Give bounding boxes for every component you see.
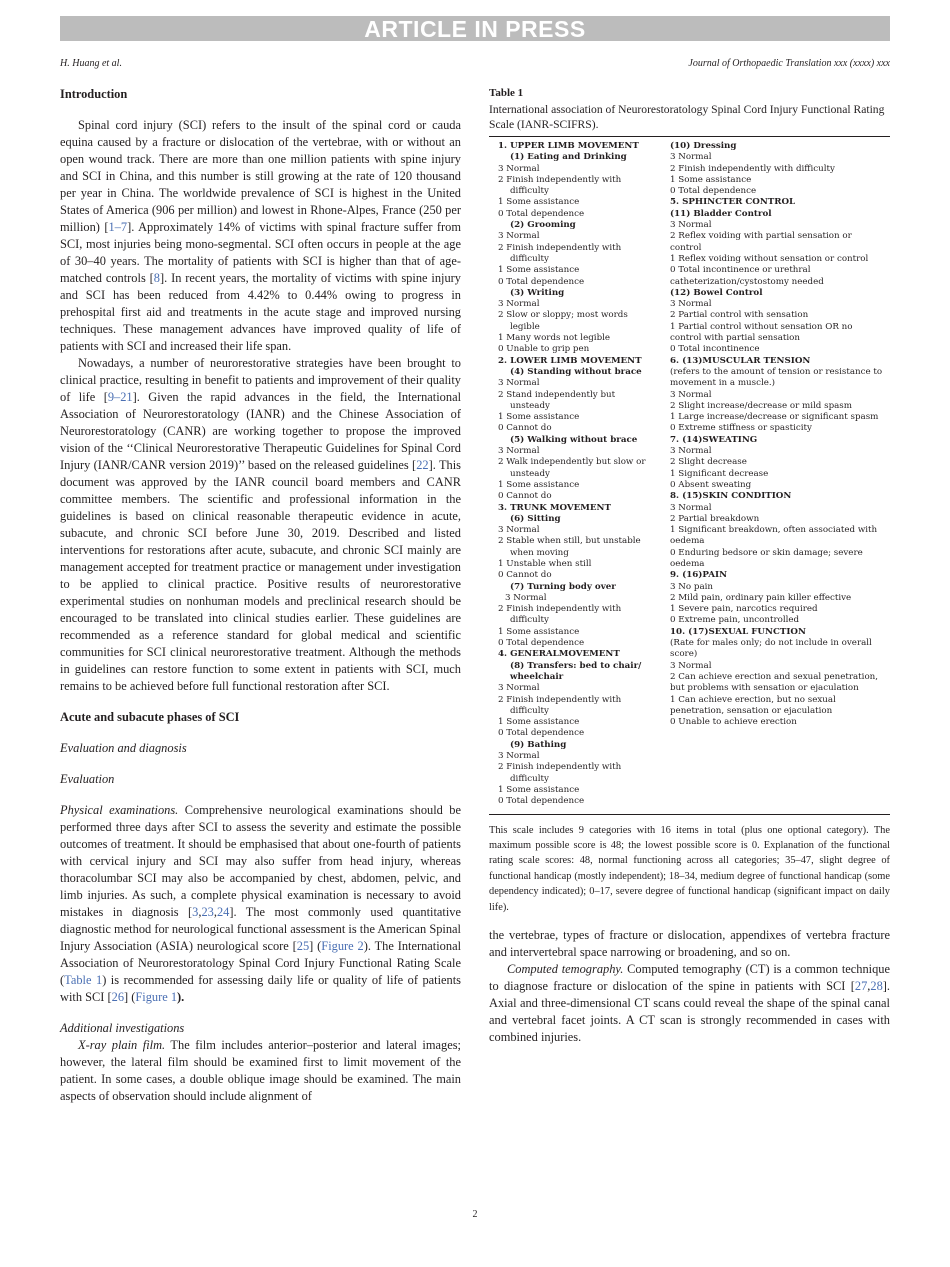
- xray-paragraph: X-ray plain film. The film includes anterior–posterior and lateral images; however, the lateral film should be examined first to limit movement of the patient. In some cases, a double oblique image should be examined. The main aspects of observation should include alignment of: [60, 1038, 461, 1103]
- table-row: penetration, sensation or ejaculation: [670, 705, 833, 716]
- table-row: 2 Partial control with sensation: [670, 310, 809, 321]
- citation-link[interactable]: 27: [854, 978, 868, 993]
- table-row: 3 Normal: [670, 389, 712, 400]
- table-row: 3 Normal: [670, 220, 712, 231]
- table-row: 3. TRUNK MOVEMENT: [498, 502, 611, 513]
- table-row: oedema: [670, 536, 705, 547]
- table-row: 0 Cannot do: [498, 491, 552, 502]
- table-row: (2) Grooming: [510, 220, 576, 231]
- table-row: but problems with sensation or ejaculation: [670, 683, 859, 694]
- table-row: 7. (14)SWEATING: [670, 434, 758, 445]
- citation-link[interactable]: 23: [201, 905, 214, 919]
- table-row: 8. (15)SKIN CONDITION: [670, 491, 792, 502]
- table-row: unsteady: [510, 400, 550, 411]
- table-row: difficulty: [510, 705, 549, 716]
- table-row: 1 Significant breakdown, often associated with: [670, 525, 878, 536]
- running-head-authors: H. Huang et al.: [60, 58, 122, 69]
- table-row: 2 Finish independently with difficulty: [670, 163, 835, 174]
- table-row: 1 Some assistance: [670, 174, 752, 185]
- table-row: 1 Many words not legible: [498, 333, 611, 344]
- ct-paragraph: Computed temography. Computed temography (CT) is a common technique to diagnose fracture or dislocation of the spine in patients with SCI [27,28]. Axial and three-dimensional CT scans could reveal the shape of the spinal canal and vertebral facet joints. A CT scan is strongly recommended in cases with combined injuries.: [489, 961, 890, 1044]
- table-row: (8) Transfers: bed to chair/: [510, 660, 642, 671]
- table-row: 3 Normal: [498, 299, 540, 310]
- introduction-heading: Introduction: [60, 87, 128, 101]
- table-row: (6) Sitting: [510, 513, 561, 524]
- table-row: 3 Normal: [670, 446, 712, 457]
- table-row: 4. GENERALMOVEMENT: [498, 649, 620, 660]
- table-row: 2 Partial breakdown: [670, 513, 760, 524]
- table-row: 3 Normal: [670, 660, 712, 671]
- table-row: (7) Turning body over: [510, 581, 616, 592]
- citation-link[interactable]: 24: [216, 905, 230, 919]
- table-row: 3 Normal: [498, 163, 540, 174]
- table-row: 1 Partial control without sensation OR no: [670, 321, 853, 332]
- table-row: 0 Total incontinence: [670, 344, 760, 355]
- continued-paragraph: the vertebrae, types of fracture or dislocation, appendixes of vertebra fracture and intervertebral space narrowing or broadening, and so on.: [489, 927, 890, 959]
- table-row: difficulty: [510, 773, 549, 784]
- citation-link[interactable]: 25: [296, 939, 310, 953]
- table-row: when moving: [510, 547, 569, 558]
- table-row: (9) Bathing: [510, 739, 567, 750]
- table-bottom-rule: [489, 814, 890, 815]
- table-row: 2 Finish independently with: [498, 604, 622, 615]
- table-row: oedema: [670, 558, 705, 569]
- table-row: 5. SPHINCTER CONTROL: [670, 197, 796, 208]
- table-column-right: [670, 141, 890, 808]
- table-row: 1 Some assistance: [498, 265, 580, 276]
- table-row: 9. (16)PAIN: [670, 570, 728, 581]
- table-row: 0 Extreme pain, uncontrolled: [670, 615, 800, 626]
- table-label: Table 1: [489, 87, 524, 99]
- citation-link[interactable]: 9–21: [107, 390, 133, 404]
- table-row: 0 Cannot do: [498, 423, 552, 434]
- table-row: 2 Walk independently but slow or: [498, 457, 646, 468]
- table-row: 0 Total dependence: [670, 186, 757, 197]
- table-row: 0 Total dependence: [498, 276, 585, 287]
- table-row: 3 No pain: [670, 581, 713, 592]
- table-row: 2 Mild pain, ordinary pain killer effective: [670, 592, 852, 603]
- acute-subacute-heading: Acute and subacute phases of SCI: [60, 710, 240, 724]
- table-row: (refers to the amount of tension or resistance to: [670, 366, 883, 377]
- table-row: 1 Unstable when still: [498, 558, 592, 569]
- table-row: 0 Total dependence: [498, 796, 585, 807]
- table-row: 2 Can achieve erection and sexual penetration,: [670, 671, 879, 682]
- table-row: 3 Normal: [670, 299, 712, 310]
- table-footnote: This scale includes 9 categories with 16 items in total (plus one optional category). The maximum possible score is 48; the lowest possible score is 0. Explanation of the functional rating scale scores: 48, normal functioning across all categories; 35–47, slight degree of functional handicap (mostly independent); 18–34, medium degree of functional handicap (some dependency indicated); 0–17, severe degree of functional handicap (significant impact on daily life).: [489, 824, 890, 913]
- table-row: legible: [510, 321, 540, 332]
- table-row: 0 Absent sweating: [670, 479, 752, 490]
- table-row: 6. (13)MUSCULAR TENSION: [670, 355, 811, 366]
- table-row: 1 Some assistance: [498, 784, 580, 795]
- citation-link[interactable]: 26: [111, 990, 125, 1004]
- citation-link[interactable]: 22: [416, 458, 429, 472]
- table-row: 1 Reflex voiding without sensation or control: [670, 253, 869, 264]
- table-row: control with partial sensation: [670, 333, 800, 344]
- table-row: (Rate for males only; do not include in overall: [670, 638, 872, 649]
- table-row: 0 Total incontinence or urethral: [670, 265, 811, 276]
- table-row: 1 Significant decrease: [670, 468, 769, 479]
- table-row: wheelchair: [510, 671, 564, 682]
- table-row: 1 Large increase/decrease or significant spasm: [670, 412, 879, 423]
- table-row: 2 Slight increase/decrease or mild spasm: [670, 400, 853, 411]
- table-row: 1 Some assistance: [498, 626, 580, 637]
- table-row: (5) Walking without brace: [510, 434, 638, 445]
- table-row: 0 Unable to grip pen: [498, 344, 590, 355]
- left-column: [60, 86, 461, 1105]
- table-row: 10. (17)SEXUAL FUNCTION: [670, 626, 806, 637]
- table-row: 3 Normal: [505, 592, 547, 603]
- table-row: 3 Normal: [498, 378, 540, 389]
- table-row: 3 Normal: [498, 751, 540, 762]
- table-row: 3 Normal: [670, 152, 712, 163]
- table-row: (3) Writing: [510, 287, 565, 298]
- evaluation-diagnosis-subheading: Evaluation and diagnosis: [60, 741, 187, 755]
- table-row: 1. UPPER LIMB MOVEMENT: [498, 141, 639, 151]
- table-row: difficulty: [510, 186, 549, 197]
- table-row: 0 Unable to achieve erection: [670, 717, 797, 728]
- table-row: 3 Normal: [498, 525, 540, 536]
- table-row: 2 Finish independently with: [498, 242, 622, 253]
- table-row: 3 Normal: [498, 446, 540, 457]
- table-row: 0 Total dependence: [498, 208, 585, 219]
- right-column: [489, 86, 890, 1046]
- table-row: 2 Finish independently with: [498, 174, 622, 185]
- table-row: 1 Severe pain, narcotics required: [670, 604, 818, 615]
- additional-investigations-subheading: Additional investigations: [60, 1021, 185, 1035]
- table-row: 0 Cannot do: [498, 570, 552, 581]
- citation-link[interactable]: 1–7: [108, 220, 128, 234]
- table-row: 2 Stable when still, but unstable: [498, 536, 641, 547]
- table-link[interactable]: Table 1: [64, 973, 103, 987]
- table-row: unsteady: [510, 468, 550, 479]
- table-row: 0 Enduring bedsore or skin damage; severe: [670, 547, 863, 558]
- table-row: 2 Reflex voiding with partial sensation or: [670, 231, 852, 242]
- table-row: 0 Total dependence: [498, 728, 585, 739]
- table-row: 2 Finish independently with: [498, 694, 622, 705]
- intro-paragraph-1: Spinal cord injury (SCI) refers to the insult of the spinal cord or cauda equina caused by a fracture or dislocation of the vertebrae, with or without an open wound track. There are more than one million patients with spine injury and SCI in China, and this number is still growing at the rate of 120 thousand per year in China. The worldwide prevalence of SCI is highest in the United States of America (906 per million) and lowest in Rhone-Alpes, France (250 per million) [1–7]. Approximately 14% of victims with spinal fracture suffer from SCI, most injuries being mono-segmental. SCI often occurs in people at the age of 30–40 years. The mortality of patients with SCI is higher than that of age-matched controls [8]. In recent years, the mortality of victims with spine injury and SCI has been reduced from 4.42% to 0.44% owing to progress in prehospital first aid and treatments in the acute stage and improved nursing techniques. These management advances have improved quality of life of patients with SCI and increased their life span.: [60, 118, 461, 353]
- table-row: (11) Bladder Control: [670, 208, 772, 219]
- table-row: 2. LOWER LIMB MOVEMENT: [498, 355, 642, 366]
- table-row: 3 Normal: [498, 683, 540, 694]
- table-row: 3 Normal: [670, 502, 712, 513]
- citation-link[interactable]: 3: [192, 905, 199, 919]
- table-row: 1 Some assistance: [498, 479, 580, 490]
- table-row: 2 Slow or sloppy; most words: [498, 310, 628, 321]
- table-row: movement in a muscle.): [670, 378, 776, 389]
- page-number: 2: [472, 1209, 478, 1220]
- table-row: control: [670, 242, 702, 253]
- running-head-journal: Journal of Orthopaedic Translation xxx (xxxx) xxx: [688, 58, 890, 69]
- table-caption: International association of Neurorestoratology Spinal Cord Injury Functional Rating Scale (IANR-SCIFRS).: [489, 103, 885, 131]
- table-row: 0 Total dependence: [498, 638, 585, 649]
- physical-exam-paragraph: Physical examinations. Comprehensive neurological examinations should be performed three days after SCI to assess the severity and estimate the possible outcomes of treatment. It should be emphasised that about one-fourth of patients with cervical injury and SCI may also suffer from head injury, whereas thoracolumbar SCI may also be accompanied by chest, abdomen, pelvic, and limb injuries. As such, a complete physical examination is necessary to avoid mistakes in diagnosis [3,23,24]. The most commonly used quantitative diagnostic method for neurological functional assessment is the American Spinal Injury Association (ASIA) neurological score [25] (Figure 2). The International Association of Neurorestoratology Spinal Cord Injury Functional Rating Scale (Table 1) is recommended for assessing daily life or quality of life of patients with SCI [26] (Figure 1).: [60, 803, 462, 1004]
- table-row: score): [670, 649, 698, 660]
- intro-paragraph-2: Nowadays, a number of neurorestorative strategies have been brought to clinical practice, resulting in benefit to patients and improvement of their quality of life [9–21]. Given the rapid advances in the field, the International Association of Neurorestoratology (IANR) and the Chinese Association of Neurorestoratology (CANR) are working together to propose the improved vision of the ‘‘Clinical Neurorestorative Therapeutic Guidelines for Spinal Cord Injury (IANR/CANR version 2019)’’ based on the released guidelines [22]. This document was approved by the IANR council board members and CANR committee members. The scientific and professional information in the guidelines is based on clinical reasonable therapeutic evidence in acute, subacute, and chronic SCI before June 30, 2019. Described and listed interventions for restorations after acute, subacute, and chronic SCI mainly are management accepted for treatment practice or management under investigation to be applied to clinical practice. Positive results of neurorestorative experimental studies on nonhuman models and preclinical research should be encouraged to be translated into clinical studies earlier. These guidelines are recommended as a reference standard for global medical and scientific communities for SCI clinical neurorestorative treatment. Although the methods in guidelines can restore function to some extent in patients with SCI, much remains to be achieved before full functional restoration after SCI.: [60, 356, 462, 693]
- table-row: (12) Bowel Control: [670, 287, 763, 298]
- article-in-press-banner: ARTICLE IN PRESS: [60, 16, 890, 41]
- figure-link[interactable]: Figure 1: [135, 990, 178, 1004]
- table-row: catheterization/cystostomy needed: [670, 276, 824, 287]
- table-row: 3 Normal: [498, 231, 540, 242]
- table-row: 2 Slight decrease: [670, 457, 747, 468]
- figure-link[interactable]: Figure 2: [321, 939, 364, 953]
- table-row: (10) Dressing: [670, 141, 737, 151]
- citation-link[interactable]: 8: [153, 271, 160, 285]
- table-body: [489, 137, 890, 814]
- table-row: difficulty: [510, 615, 549, 626]
- table-row: difficulty: [510, 253, 549, 264]
- table-row: (1) Eating and Drinking: [510, 152, 627, 163]
- table-row: (4) Standing without brace: [510, 366, 642, 377]
- table-row: 0 Extreme stiffness or spasticity: [670, 423, 812, 434]
- table-row: 2 Finish independently with: [498, 762, 622, 773]
- evaluation-subheading: Evaluation: [60, 772, 115, 786]
- table-row: 1 Can achieve erection, but no sexual: [670, 694, 836, 705]
- table-row: 1 Some assistance: [498, 197, 580, 208]
- table-row: 1 Some assistance: [498, 412, 580, 423]
- table-row: 2 Stand independently but: [498, 389, 616, 400]
- table-column-left: [498, 141, 670, 808]
- citation-link[interactable]: 28: [870, 978, 883, 993]
- table-row: 1 Some assistance: [498, 717, 580, 728]
